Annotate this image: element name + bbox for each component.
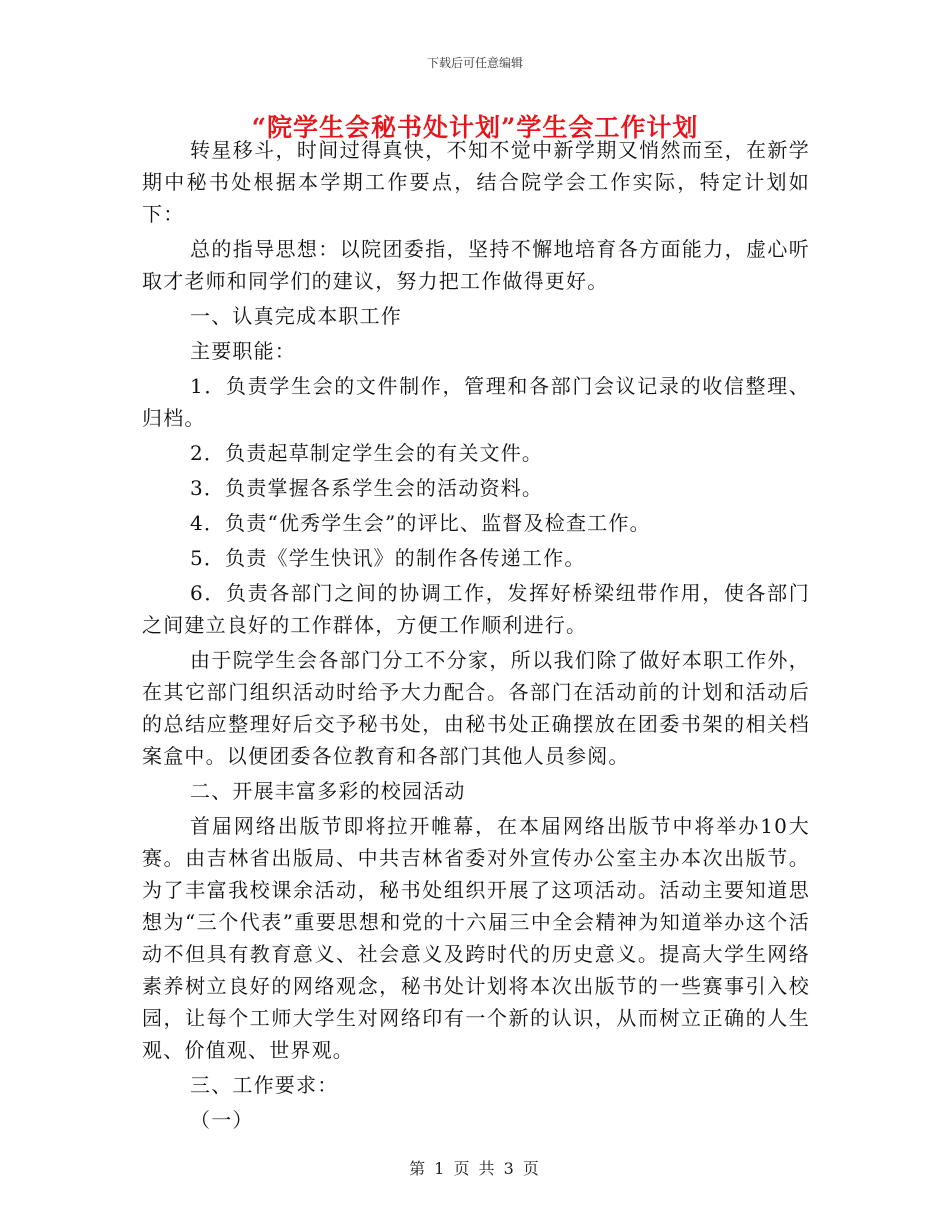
paragraph-intro: 转星移斗，时间过得真快，不知不觉中新学期又悄然而至，在新学期中秘书处根据本学期工作要点，结合院学会工作实际，特定计划如下： — [142, 138, 810, 226]
paragraph-guiding-idea: 总的指导思想：以院团委指，坚持不懈地培育各方面能力，虚心听取才老师和同学们的建议，努力把工作做得更好。 — [142, 237, 810, 293]
section-heading-1: 一、认真完成本职工作 — [190, 304, 402, 328]
list-item-5: 5．负责《学生快讯》的制作各传递工作。 — [190, 546, 586, 570]
list-item-2: 2．负责起草制定学生会的有关文件。 — [190, 441, 544, 465]
document-body — [142, 134, 810, 1136]
page-header-note: 下载后可任意编辑 — [426, 56, 523, 70]
sub-heading-1: （一） — [190, 1108, 254, 1132]
list-item-1: 1．负责学生会的文件制作，管理和各部门会议记录的收信整理、归档。 — [142, 374, 810, 430]
paragraph-main-functions: 主要职能： — [190, 339, 296, 363]
document-title: “院学生会秘书处计划”学生会工作计划 — [251, 113, 699, 142]
section-heading-2: 二、开展丰富多彩的校园活动 — [190, 779, 466, 803]
list-item-4: 4．负责“优秀学生会”的评比、监督及检查工作。 — [190, 511, 651, 535]
paragraph-cooperation: 由于院学生会各部门分工不分家，所以我们除了做好本职工作外，在其它部门组织活动时给予大力配合。各部门在活动前的计划和活动后的总结应整理好后交予秘书处，由秘书处正确摆放在团委书架的相关档案盒中。以便团委各位教育和各部门其他人员参阅。 — [142, 648, 810, 768]
list-item-6: 6．负责各部门之间的协调工作，发挥好桥梁纽带作用，使各部门之间建立良好的工作群体，方便工作顺利进行。 — [142, 581, 810, 637]
paragraph-publishing-festival: 首届网络出版节即将拉开帷幕，在本届网络出版节中将举办10大赛。由吉林省出版局、中共吉林省委对外宣传办公室主办本次出版节。为了丰富我校课余活动，秘书处组织开展了这项活动。活动主要知道思想为“三个代表”重要思想和党的十六届三中全会精神为知道举办这个活动不但具有教育意义、社会意义及跨时代的历史意义。提高大学生网络素养树立良好的网络观念，秘书处计划将本次出版节的一些赛事引入校园，让每个工师大学生对网络印有一个新的认识，从而树立正确的人生观、价值观、世界观。 — [142, 814, 810, 1062]
page-number-footer: 第 1 页 共 3 页 — [409, 1159, 541, 1178]
list-item-3: 3．负责掌握各系学生会的活动资料。 — [190, 476, 544, 500]
section-heading-3: 三、工作要求： — [190, 1073, 339, 1097]
